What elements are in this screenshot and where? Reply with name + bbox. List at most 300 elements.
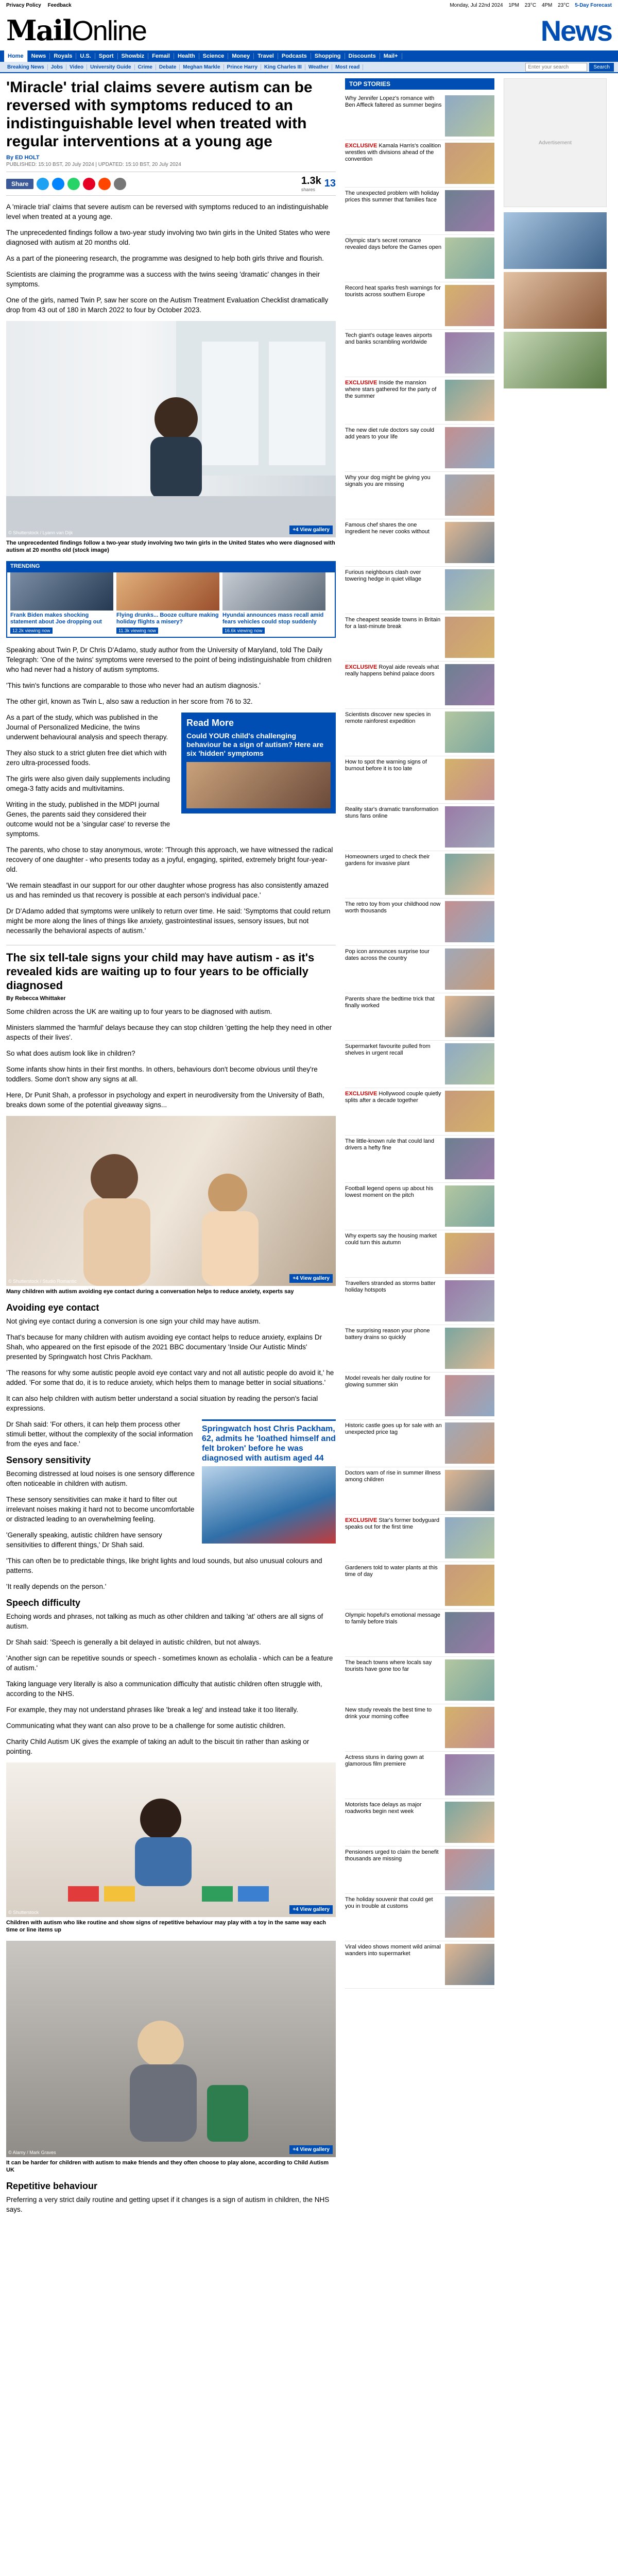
subnav-king[interactable]: King Charles III: [261, 64, 305, 70]
nav-mailplus[interactable]: Mail+: [380, 53, 402, 59]
sidebar-story-text: [345, 143, 442, 184]
sidebar-story-text: [345, 95, 442, 137]
sidebar-story[interactable]: [345, 1136, 494, 1183]
sidebar-story-text: [345, 1849, 442, 1891]
sidebar-story-text: [345, 1517, 442, 1559]
sidebar-story-title: Travellers stranded as storms batter holiday hotspots: [345, 1280, 436, 1293]
sidebar-story-text: [345, 474, 442, 516]
paragraph: Speaking about Twin P, Dr Chris D'Adamo, study author from the University of Maryland, told The Daily Telegraph: 'One of the twins' symptoms were reversed to the point of being indistinguishable from children who had never had a history of autism symptoms.: [6, 646, 332, 673]
sidebar-story[interactable]: [345, 1609, 494, 1657]
nav-travel[interactable]: Travel: [254, 53, 278, 59]
sidebar-story[interactable]: [345, 1657, 494, 1704]
sidebar-story-thumbnail: [445, 1138, 494, 1179]
email-icon[interactable]: [114, 178, 126, 190]
paragraph: It can also help children with autism better understand a social situation by reading the person's facial expressions.: [6, 1395, 318, 1412]
section-heading-speech: Speech difficulty: [6, 1598, 81, 1608]
sidebar-story-thumbnail: [445, 664, 494, 705]
paragraph: So what does autism look like in children?: [6, 1049, 135, 1057]
right-promo-image[interactable]: [504, 332, 607, 388]
sidebar-story-thumbnail: [445, 1802, 494, 1843]
view-gallery-button[interactable]: +4 View gallery: [289, 1274, 333, 1283]
sidebar-story-title: New study reveals the best time to drink your morning coffee: [345, 1707, 432, 1720]
sidebar-story-title: Homeowners urged to check their gardens for invasive plant: [345, 854, 430, 867]
nav-science[interactable]: Science: [199, 53, 229, 59]
nav-us[interactable]: U.S.: [76, 53, 95, 59]
masthead: [0, 10, 618, 50]
sidebar-story[interactable]: [345, 1420, 494, 1467]
image-credit: © Shutterstock: [8, 1910, 39, 1915]
main-nav: [0, 50, 618, 62]
right-promo-image[interactable]: [504, 212, 607, 269]
sidebar-story-title: Star's former bodyguard speaks out for the first time: [345, 1517, 440, 1530]
sidebar-story-thumbnail: [445, 1422, 494, 1464]
nav-news[interactable]: News: [28, 53, 50, 59]
promo-image: [202, 1466, 336, 1544]
subnav-meghan[interactable]: Meghan Markle: [180, 64, 224, 70]
paragraph: Echoing words and phrases, not talking as much as other children and talking 'at' others are all signs of autism.: [6, 1613, 323, 1630]
sidebar-story-tag: EXCLUSIVE: [345, 1091, 377, 1097]
sidebar-story-text: [345, 1328, 442, 1369]
trending-thumb: [10, 572, 113, 611]
trending-views: 11.3k viewing now: [116, 628, 158, 634]
sidebar-story-tag: EXCLUSIVE: [345, 1517, 377, 1523]
right-column: [504, 78, 607, 2221]
paragraph: 'The reasons for why some autistic people avoid eye contact vary and not all autistic people do avoid it,' he added. 'For some that do, it is to reduce anxiety, which helps them to manage better in social situations.': [6, 1369, 334, 1386]
sidebar-story-title: The holiday souvenir that could get you in trouble at customs: [345, 1896, 433, 1909]
boy-window-illustration: [6, 321, 336, 537]
sidebar-story[interactable]: [345, 1894, 494, 1941]
paragraph: Scientists are claiming the programme was a success with the twins seeing 'dramatic' changes in their symptoms.: [6, 270, 320, 288]
sidebar-story[interactable]: [345, 425, 494, 472]
sidebar-story[interactable]: [345, 1562, 494, 1609]
sidebar-story[interactable]: [345, 1467, 494, 1515]
sidebar-story[interactable]: [345, 140, 494, 188]
weather-temp-2: 23°C: [558, 2, 570, 8]
sidebar-story[interactable]: [345, 1515, 494, 1562]
sidebar-story-text: [345, 1802, 442, 1843]
trending-card[interactable]: [222, 572, 325, 634]
logo-mail: Mail: [6, 14, 72, 47]
paragraph: That's because for many children with autism avoiding eye contact helps to reduce anxiety, explains Dr Shah, who appeared on the first episode of the 2021 BBC documentary 'Inside Our Autistic Minds' presented by Springwatch host Chris Packham.: [6, 1333, 322, 1361]
view-gallery-button[interactable]: +4 View gallery: [289, 1905, 333, 1914]
sidebar-story[interactable]: [345, 1704, 494, 1752]
sidebar-story-text: [345, 332, 442, 374]
sidebar-story-text: [345, 1944, 442, 1986]
date: Monday, Jul 22nd 2024: [450, 2, 503, 8]
sidebar-story-text: [345, 1375, 442, 1417]
sidebar-story-tag: EXCLUSIVE: [345, 143, 377, 149]
sidebar-story-thumbnail: [445, 711, 494, 753]
subnav-breaking[interactable]: Breaking News: [4, 64, 48, 70]
nav-showbiz[interactable]: Showbiz: [118, 53, 149, 59]
sidebar-story[interactable]: [345, 1799, 494, 1846]
sidebar-story-thumbnail: [445, 1565, 494, 1606]
image-caption: Many children with autism avoiding eye contact during a conversation helps to reduce anxiety, experts say: [6, 1289, 294, 1295]
sidebar-story-thumbnail: [445, 996, 494, 1037]
promo-headline: Springwatch host Chris Packham, 62, admits he 'loathed himself and felt broken' before he was diagnosed with autism aged 44: [202, 1425, 336, 1463]
image-caption: Children with autism who like routine and show signs of repetitive behaviour may play with a toy in the same way each time or line items up: [6, 1920, 327, 1933]
nav-discounts[interactable]: Discounts: [345, 53, 380, 59]
sidebar-story-thumbnail: [445, 380, 494, 421]
sidebar-story-thumbnail: [445, 143, 494, 184]
sidebar-story[interactable]: [345, 1325, 494, 1372]
read-more-title: Could YOUR child's challenging behaviour be a sign of autism? Here are six 'hidden' symptoms: [186, 732, 324, 757]
paragraph: 'This twin's functions are comparable to those who never had an autism diagnosis.': [6, 682, 261, 689]
sidebar-story-thumbnail: [445, 1896, 494, 1938]
sidebar-story-title: The surprising reason your phone battery drains so quickly: [345, 1328, 430, 1341]
paragraph: 'We remain steadfast in our support for our other daughter whose progress has also consistently amazed us and has reminded us that recovery is possible at each person's individual pace.': [6, 882, 329, 899]
sidebar-story-text: [345, 1091, 442, 1132]
sidebar-story[interactable]: [345, 188, 494, 235]
privacy-policy-link[interactable]: Privacy Policy: [6, 2, 41, 8]
sidebar-story-title: Record heat sparks fresh warnings for tourists across southern Europe: [345, 285, 441, 298]
sidebar-story[interactable]: [345, 946, 494, 993]
sidebar-story[interactable]: [345, 519, 494, 567]
sidebar-story-thumbnail: [445, 332, 494, 374]
subnav-video[interactable]: Video: [66, 64, 87, 70]
article-headline: 'Miracle' trial claims severe autism can be reversed with symptoms reduced to an indistinguishable level when treated with regular interventions at a young age: [6, 79, 313, 150]
twitter-icon[interactable]: [37, 178, 49, 190]
sidebar-story-title: Viral video shows moment wild animal wanders into supermarket: [345, 1944, 441, 1957]
sidebar-story-thumbnail: [445, 569, 494, 611]
whatsapp-icon[interactable]: [67, 178, 80, 190]
paragraph: Dr Shah said: 'For others, it can help them process other stimuli better, without the complexity of the social information from the eyes and face.': [6, 1420, 193, 1448]
paragraph: 'Generally speaking, autistic children have sensory sensitivities to different things,' Dr Shah said.: [6, 1531, 162, 1549]
advertisement[interactable]: Advertisement: [504, 78, 607, 207]
paragraph: Ministers slammed the 'harmful' delays because they can stop children 'getting the help they need in other aspects of their lives'.: [6, 1024, 332, 1041]
sidebar-story[interactable]: [345, 993, 494, 1041]
subnav-jobs[interactable]: Jobs: [48, 64, 66, 70]
trending-views: 16.6k viewing now: [222, 628, 265, 634]
paragraph: Becoming distressed at loud noises is one sensory difference often noticeable in children with autism.: [6, 1470, 195, 1487]
flipboard-icon[interactable]: [98, 178, 111, 190]
sidebar-story[interactable]: [345, 1278, 494, 1325]
sidebar-story[interactable]: [345, 804, 494, 851]
sidebar-story-title: Why experts say the housing market could turn this autumn: [345, 1233, 437, 1246]
trending-title: Hyundai announces mass recall amid fears vehicles could stop suddenly: [222, 612, 324, 625]
sidebar-story[interactable]: [345, 235, 494, 282]
nav-money[interactable]: Money: [228, 53, 254, 59]
right-promo-image[interactable]: [504, 272, 607, 329]
paragraph: Writing in the study, published in the MDPI journal Genes, the parents said they considered their outcome would not be a 'singular case' to reverse the symptoms.: [6, 801, 170, 838]
search-input[interactable]: [525, 63, 587, 72]
sidebar-story-title: Actress stuns in daring gown at glamorous film premiere: [345, 1754, 424, 1767]
trending-thumb: [116, 572, 219, 611]
sidebar-story-title: Parents share the bedtime trick that finally worked: [345, 996, 435, 1009]
nav-femail[interactable]: Femail: [148, 53, 174, 59]
utility-links: [6, 3, 77, 8]
sidebar-story-title: Why Jennifer Lopez's romance with Ben Affleck faltered as summer begins: [345, 95, 442, 108]
paragraph: Not giving eye contact during a conversion is one sign your child may have autism.: [6, 1317, 261, 1325]
sidebar-story-title: Furious neighbours clash over towering hedge in quiet village: [345, 569, 421, 582]
nav-shopping[interactable]: Shopping: [311, 53, 345, 59]
sidebar-story-title: Scientists discover new species in remote rainforest expedition: [345, 711, 431, 724]
paragraph: Some infants show hints in their first months. In others, behaviours don't become obvious until they're toddlers. Some don't show any signs at all.: [6, 1065, 318, 1083]
sidebar-story-text: [345, 664, 442, 706]
sidebar-story[interactable]: [345, 93, 494, 140]
sidebar-story-text: [345, 285, 442, 327]
sidebar-story-title: Royal aide reveals what really happens behind palace doors: [345, 664, 439, 677]
sidebar-story[interactable]: [345, 756, 494, 804]
sidebar-story[interactable]: [345, 662, 494, 709]
sidebar-story-text: [345, 1612, 442, 1654]
sidebar-story-text: [345, 1470, 442, 1512]
image-caption: It can be harder for children with autism to make friends and they often choose to play alone, according to Child Autism UK: [6, 2160, 329, 2173]
share-bar: [6, 172, 336, 196]
paragraph: A 'miracle trial' claims that severe autism can be reversed with symptoms reduced to an indistinguishable level when treated at a young age.: [6, 203, 329, 221]
article-byline[interactable]: By ED HOLT: [6, 155, 40, 161]
sidebar-story-text: [345, 759, 442, 801]
paragraph: The girls were also given daily supplements including omega-3 fatty acids and multivitamins.: [6, 775, 170, 792]
sidebar-story-title: The retro toy from your childhood now worth thousands: [345, 901, 441, 914]
sidebar-story-text: [345, 617, 442, 658]
weather-time-1: 1PM: [508, 2, 519, 8]
trending-cards: [6, 571, 336, 638]
site-search: [525, 63, 614, 72]
sub-article-byline: By Rebecca Whittaker: [6, 995, 66, 1002]
sidebar-story[interactable]: [345, 567, 494, 614]
content-area: [0, 73, 618, 2221]
sidebar-story[interactable]: [345, 1041, 494, 1088]
sidebar-story[interactable]: [345, 1088, 494, 1136]
sidebar-story-text: [345, 1565, 442, 1606]
share-count-label: shares: [301, 187, 315, 192]
sidebar-story-title: The little-known rule that could land drivers a hefty fine: [345, 1138, 435, 1151]
share-count: [301, 175, 321, 192]
paragraph: Here, Dr Punit Shah, a professor in psychology and expert in neurodiversity from the University of Bath, breaks down some of the potential giveaway signs...: [6, 1091, 324, 1109]
nav-royals[interactable]: Royals: [50, 53, 76, 59]
view-gallery-button[interactable]: +4 View gallery: [289, 2145, 333, 2154]
sidebar-story-thumbnail: [445, 1233, 494, 1274]
sidebar-story-title: The cheapest seaside towns in Britain for a last-minute break: [345, 617, 441, 630]
sidebar-story-title: The beach towns where locals say tourists have gone too far: [345, 1659, 432, 1672]
sidebar-story-thumbnail: [445, 1659, 494, 1701]
section-title[interactable]: News: [540, 14, 612, 47]
weather-time-2: 4PM: [541, 2, 553, 8]
section-heading-sensory: Sensory sensitivity: [6, 1455, 91, 1465]
sidebar-story-text: [345, 1659, 442, 1701]
sidebar-story-text: [345, 901, 442, 943]
trending-label: TRENDING: [10, 563, 40, 569]
sidebar-story-text: [345, 522, 442, 564]
paragraph: Taking language very literally is also a communication difficulty that autistic children often struggle with, according to the NHS.: [6, 1680, 322, 1698]
nav-health[interactable]: Health: [174, 53, 199, 59]
trending-bar: [6, 561, 336, 638]
site-logo[interactable]: [6, 14, 146, 47]
sidebar-story-thumbnail: [445, 759, 494, 800]
sidebar-story-thumbnail: [445, 1612, 494, 1653]
facebook-share-button[interactable]: Share: [6, 179, 33, 189]
sub-article-headline: The six tell-tale signs your child may have autism - as it's revealed kids are waiting up to four years to be officially diagnosed: [6, 945, 336, 992]
subnav-university[interactable]: University Guide: [87, 64, 134, 70]
section-heading-repetitive: Repetitive behaviour: [6, 2181, 98, 2191]
weather-widget: [445, 3, 612, 8]
sidebar-story-text: [345, 1280, 442, 1322]
sidebar-story[interactable]: [345, 1183, 494, 1230]
sidebar-story[interactable]: [345, 851, 494, 899]
trending-views: 12.2k viewing now: [10, 628, 53, 634]
paragraph: Some children across the UK are waiting up to four years to be diagnosed with autism.: [6, 1008, 272, 1015]
read-more-heading: Read More: [186, 718, 234, 728]
view-gallery-button[interactable]: +4 View gallery: [289, 526, 333, 534]
paragraph: Preferring a very strict daily routine and getting upset if it changes is a sign of autism in children, the NHS says.: [6, 2196, 330, 2213]
subnav-debate[interactable]: Debate: [156, 64, 180, 70]
sidebar-heading: TOP STORIES: [345, 78, 494, 90]
sidebar-story[interactable]: [345, 1372, 494, 1420]
paragraph: These sensory sensitivities can make it hard to filter out irrelevant noises making it hard not to become uncomfortable or distracted leading to an overwhelming feeling.: [6, 1496, 195, 1523]
nav-sport[interactable]: Sport: [95, 53, 118, 59]
sidebar-story-thumbnail: [445, 238, 494, 279]
sidebar-story-title: How to spot the warning signs of burnout before it is too late: [345, 759, 427, 772]
sidebar-story-text: [345, 1896, 442, 1938]
sidebar-story-tag: EXCLUSIVE: [345, 380, 377, 386]
trending-thumb: [222, 572, 325, 611]
paragraph: 'This can often be to predictable things, like bright lights and loud sounds, but also unusual colours and patterns.: [6, 1557, 322, 1574]
sub-nav: [0, 62, 618, 73]
sidebar-story-text: [345, 1754, 442, 1796]
read-more-image: [186, 762, 331, 808]
sidebar-story-title: Reality star's dramatic transformation stuns fans online: [345, 806, 439, 819]
sidebar-story-thumbnail: [445, 1091, 494, 1132]
nav-home[interactable]: Home: [4, 50, 28, 62]
sidebar-story-title: Olympic star's secret romance revealed days before the Games open: [345, 238, 442, 250]
sidebar-story-thumbnail: [445, 1707, 494, 1748]
sidebar-story-title: The new diet rule doctors say could add years to your life: [345, 427, 435, 440]
sidebar-story-thumbnail: [445, 285, 494, 326]
paragraph: The unprecedented findings follow a two-year study involving two twin girls in the United States who were diagnosed with autism at 20 months old.: [6, 229, 330, 246]
article-image-mother-child[interactable]: [6, 1116, 336, 1286]
subnav-weather[interactable]: Weather: [305, 64, 332, 70]
trending-title: Frank Biden makes shocking statement about Joe dropping out: [10, 612, 102, 625]
section-heading-eye-contact: Avoiding eye contact: [6, 1302, 99, 1313]
trending-title: Flying drunks... Booze culture making holiday flights a misery?: [116, 612, 219, 625]
paragraph: The parents, who chose to stay anonymous, wrote: 'Through this approach, we have witnessed the radical recovery of one daughter - who presents today as a joyful, engaging, spirited, extremely bright four-year-old.: [6, 846, 333, 873]
sidebar-story-text: [345, 854, 442, 895]
image-caption: The unprecedented findings follow a two-year study involving two twin girls in the United States who were diagnosed with autism at 20 months old (stock image): [6, 540, 335, 553]
sidebar-story-thumbnail: [445, 1375, 494, 1416]
sidebar-story-thumbnail: [445, 806, 494, 848]
messenger-icon[interactable]: [52, 178, 64, 190]
subnav-crime[interactable]: Crime: [135, 64, 156, 70]
paragraph: As a part of the study, which was published in the Journal of Personalized Medicine, the twins underwent behavioural analysis and speech therapy.: [6, 714, 168, 741]
sidebar-story-title: Model reveals her daily routine for glowing summer skin: [345, 1375, 431, 1388]
read-more-box[interactable]: [181, 713, 336, 814]
mother-child-illustration: [6, 1116, 336, 1286]
search-button[interactable]: Search: [589, 63, 614, 72]
sidebar-story[interactable]: [345, 1846, 494, 1894]
article-image-boy-toys[interactable]: [6, 1762, 336, 1917]
sidebar-story-text: [345, 427, 442, 469]
sidebar-story[interactable]: [345, 899, 494, 946]
sidebar-story[interactable]: [345, 330, 494, 377]
sidebar-story-text: [345, 1138, 442, 1180]
feedback-link[interactable]: Feedback: [47, 2, 72, 8]
sidebar-story-text: [345, 996, 442, 1038]
image-credit: © Shutterstock / Studio Romantic: [8, 1279, 77, 1284]
sidebar-story-title: Pop icon announces surprise tour dates across the country: [345, 948, 430, 961]
sidebar-story[interactable]: [345, 377, 494, 425]
sidebar-story-text: [345, 1185, 442, 1227]
sidebar-story-thumbnail: [445, 948, 494, 990]
sidebar-story-title: Famous chef shares the one ingredient he never cooks without: [345, 522, 430, 535]
article-image-child-alone[interactable]: [6, 1941, 336, 2157]
sidebar-story-thumbnail: [445, 617, 494, 658]
sidebar-story-thumbnail: [445, 1280, 494, 1321]
article-image-boy-window[interactable]: [6, 321, 336, 537]
sidebar-story-text: [345, 948, 442, 990]
sidebar-story-title: Why your dog might be giving you signals you are missing: [345, 474, 431, 487]
sidebar-story-text: [345, 569, 442, 611]
top-utility-bar: [0, 0, 618, 10]
article-dates: PUBLISHED: 15:10 BST, 20 July 2024 | UPDATED: 15:10 BST, 20 July 2024: [6, 162, 181, 167]
sidebar-story-text: [345, 711, 442, 753]
sidebar-story-title: Gardeners told to water plants at this time of day: [345, 1565, 438, 1578]
sidebar-story-text: [345, 1233, 442, 1275]
image-credit: © Alamy / Mark Graves: [8, 2150, 56, 2155]
sidebar-story[interactable]: [345, 1752, 494, 1799]
paragraph: One of the girls, named Twin P, saw her score on the Autism Treatment Evaluation Checklist dramatically drop from 43 out of 180 in March 2022 to four by October 2023.: [6, 296, 329, 314]
trending-card[interactable]: [116, 572, 219, 634]
sidebar-story-title: Doctors warn of rise in summer illness among children: [345, 1470, 441, 1483]
sidebar-story-title: Hollywood couple quietly splits after a decade together: [345, 1091, 441, 1104]
sidebar-top-stories: [345, 78, 494, 2221]
sidebar-story-thumbnail: [445, 95, 494, 137]
sidebar-story-text: [345, 806, 442, 848]
sidebar-story[interactable]: [345, 1941, 494, 1989]
forecast-link[interactable]: 5-Day Forecast: [575, 2, 612, 8]
sidebar-story-thumbnail: [445, 901, 494, 942]
sidebar-story[interactable]: [345, 282, 494, 330]
trending-card[interactable]: [10, 572, 113, 634]
sidebar-list: [345, 93, 494, 1989]
sidebar-story-title: Tech giant's outage leaves airports and banks scrambling worldwide: [345, 332, 433, 345]
sidebar-story-title: The unexpected problem with holiday prices this summer that families face: [345, 190, 439, 203]
sidebar-story-title: Motorists face delays as major roadworks begin next week: [345, 1802, 422, 1815]
sidebar-story-thumbnail: [445, 1754, 494, 1795]
sidebar-story[interactable]: [345, 614, 494, 662]
paragraph: Dr Shah said: 'Speech is generally a bit delayed in autistic children, but not always.: [6, 1638, 261, 1646]
subnav-harry[interactable]: Prince Harry: [224, 64, 261, 70]
related-article-promo[interactable]: [202, 1419, 336, 1544]
sidebar-story-title: Supermarket favourite pulled from shelves in urgent recall: [345, 1043, 431, 1056]
logo-online: Online: [72, 15, 146, 46]
comment-count[interactable]: 13: [324, 178, 336, 189]
sidebar-story-title: Olympic hopeful's emotional message to family before trials: [345, 1612, 440, 1625]
child-alone-illustration: [6, 1941, 336, 2157]
sidebar-story[interactable]: [345, 472, 494, 519]
sidebar-story-thumbnail: [445, 1185, 494, 1227]
nav-podcasts[interactable]: Podcasts: [278, 53, 311, 59]
sidebar-story-thumbnail: [445, 1517, 494, 1558]
paragraph: Dr D'Adamo added that symptoms were unlikely to return over time. He said: 'Symptoms that could return might be more along the lines of things like anxiety, gastrointestinal issues, sensory issues, but not necessarily the behavioral aspects of autism.': [6, 907, 331, 935]
sidebar-story-thumbnail: [445, 474, 494, 516]
sidebar-story[interactable]: [345, 709, 494, 756]
weather-temp-1: 23°C: [524, 2, 537, 8]
sidebar-story[interactable]: [345, 1230, 494, 1278]
paragraph: 'It really depends on the person.': [6, 1583, 107, 1590]
article: [6, 78, 336, 2221]
sidebar-story-title: Inside the mansion where stars gathered for the party of the summer: [345, 380, 437, 399]
pinterest-icon[interactable]: [83, 178, 95, 190]
sidebar-story-title: Football legend opens up about his lowest moment on the pitch: [345, 1185, 434, 1198]
sidebar-story-thumbnail: [445, 1043, 494, 1084]
paragraph: As a part of the pioneering research, the programme was designed to help both girls thrive and flourish.: [6, 255, 324, 262]
sidebar-story-text: [345, 238, 442, 279]
paragraph: For example, they may not understand phrases like 'break a leg' and instead take it too literally.: [6, 1706, 298, 1714]
sidebar-story-thumbnail: [445, 190, 494, 231]
subnav-most-read[interactable]: Most read: [332, 64, 363, 70]
image-credit: © Shutterstock / Lyann van Dijk: [8, 530, 73, 535]
